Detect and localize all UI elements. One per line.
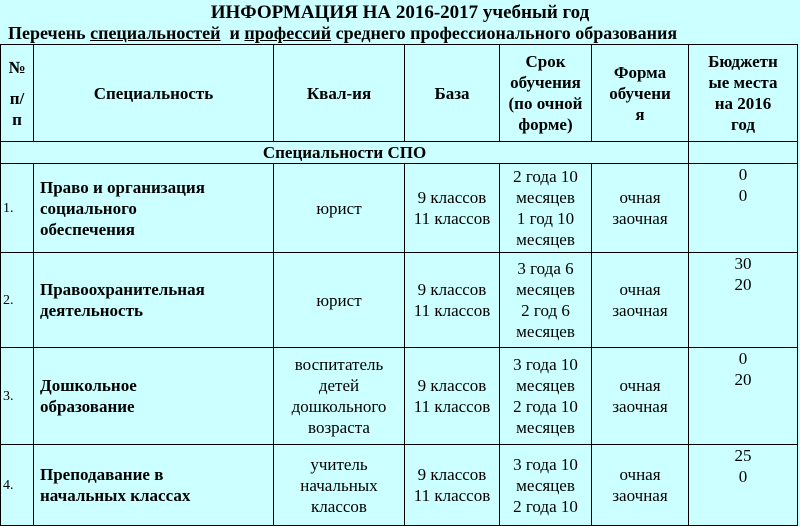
specialties-table (0, 44, 798, 526)
cell-line: 20 (734, 370, 752, 389)
row-budget (689, 164, 798, 253)
cell-line: 0 (738, 186, 748, 205)
section-row (1, 142, 798, 164)
row-budget (689, 253, 798, 348)
cell-line: 9 классов (417, 376, 487, 395)
cell-line: 11 классов (413, 397, 491, 416)
row-specialty (34, 348, 274, 445)
header-budget (689, 45, 798, 142)
header-num-line: п/ (9, 88, 25, 108)
cell-line: очная (619, 465, 661, 484)
cell-line: социального (40, 198, 137, 218)
row-num: 4. (1, 445, 34, 526)
cell-line: 9 классов (417, 188, 487, 207)
cell-line: Преподавание в (40, 465, 164, 484)
subtitle-underlined-professions: профессий (244, 23, 332, 43)
cell-line: месяцев (516, 230, 575, 249)
row-qualification (274, 253, 405, 348)
subtitle-underlined-specialties: специальностей (90, 23, 221, 43)
cell-line: заочная (612, 301, 668, 320)
cell-line: Дошкольное (40, 376, 137, 395)
subtitle-text-2: и (220, 23, 245, 43)
cell-line: дошкольного (291, 397, 387, 416)
subtitle-text-3: среднего профессионального образования (331, 23, 678, 43)
row-base (405, 445, 500, 526)
cell-line: заочная (612, 209, 668, 228)
table-row (1, 445, 798, 526)
row-budget (689, 348, 798, 445)
header-form-line: обучени (609, 83, 671, 103)
page-subtitle (8, 22, 800, 44)
cell-line: 9 классов (417, 280, 487, 299)
header-qualification: Квал-ия (274, 45, 405, 142)
row-specialty (34, 164, 274, 253)
cell-line: 2 года 10 (513, 496, 578, 516)
row-specialty (34, 445, 274, 526)
cell-line: месяцев (516, 188, 575, 207)
row-form (592, 253, 689, 348)
row-term (500, 164, 592, 253)
cell-line: 3 года 6 (517, 259, 574, 278)
cell-line: 0 (738, 467, 748, 486)
header-specialty: Специальность (34, 45, 274, 142)
row-num: 1. (1, 164, 34, 253)
header-num-line: п (12, 109, 22, 129)
cell-line: месяцев (516, 322, 575, 341)
section-title: Специальности СПО (1, 142, 689, 164)
cell-line: 2 года 10 (513, 167, 578, 186)
row-num: 2. (1, 253, 34, 348)
cell-line: 30 (734, 254, 752, 273)
row-form (592, 164, 689, 253)
cell-line: месяцев (516, 475, 575, 495)
header-term-line: Срок (525, 52, 566, 71)
cell-line: заочная (612, 486, 668, 505)
header-base: База (405, 45, 500, 142)
header-term-line: (по очной (508, 94, 583, 113)
cell-line: 3 года 10 (513, 454, 578, 474)
row-term (500, 253, 592, 348)
row-base (405, 253, 500, 348)
cell-line: месяцев (516, 418, 575, 437)
cell-line: детей (318, 376, 360, 395)
cell-line: 11 классов (413, 486, 491, 505)
cell-line: очная (619, 188, 661, 207)
cell-line: заочная (612, 397, 668, 416)
header-form-line: Форма (613, 62, 667, 82)
header-budget-line: год (731, 115, 755, 134)
table-row (1, 348, 798, 445)
row-term (500, 445, 592, 526)
cell-line: месяцев (516, 280, 575, 299)
table-header-row (1, 45, 798, 142)
row-qualification (274, 348, 405, 445)
header-budget-line: на 2016 (714, 94, 772, 113)
header-budget-line: ые места (708, 73, 778, 92)
cell-line: 20 (734, 275, 752, 294)
row-form (592, 445, 689, 526)
subtitle-text-1: Перечень (8, 23, 91, 43)
page-title: ИНФОРМАЦИЯ НА 2016-2017 учебный год (210, 2, 590, 23)
cell-line: 11 классов (413, 301, 491, 320)
row-num: 3. (1, 348, 34, 445)
cell-line: 3 года 10 (513, 355, 578, 374)
header-budget-line: Бюджетн (708, 52, 778, 71)
row-specialty (34, 253, 274, 348)
cell-line: юрист (316, 290, 362, 310)
row-qualification (274, 445, 405, 526)
cell-line: месяцев (516, 376, 575, 395)
cell-line: 2 год 6 (521, 301, 570, 320)
cell-line: 2 года 10 (513, 397, 578, 416)
cell-line: 0 (738, 165, 748, 184)
table-row (1, 164, 798, 253)
cell-line: 0 (738, 349, 748, 368)
cell-line: возраста (308, 418, 370, 437)
cell-line: начальных классах (40, 486, 191, 505)
row-base (405, 348, 500, 445)
cell-line: 1 год 10 (516, 209, 575, 228)
row-budget (689, 445, 798, 526)
cell-line: 25 (734, 446, 752, 465)
cell-line: начальных (300, 475, 378, 495)
cell-line: учитель (310, 454, 368, 474)
header-num-line: № (8, 57, 26, 77)
cell-line: очная (619, 280, 661, 299)
cell-line: Правоохранительная (40, 280, 205, 299)
header-num (1, 45, 34, 142)
header-term-line: форме) (518, 115, 573, 134)
cell-line: Право и организация (40, 177, 205, 197)
cell-line: обеспечения (40, 219, 135, 239)
section-empty-cell (689, 142, 798, 164)
header-term-line: обучения (510, 73, 581, 92)
header-form (592, 45, 689, 142)
cell-line: классов (311, 496, 367, 516)
cell-line: очная (619, 376, 661, 395)
row-form (592, 348, 689, 445)
cell-line: 9 классов (417, 465, 487, 484)
header-form-line: я (635, 104, 645, 124)
header-term (500, 45, 592, 142)
cell-line: воспитатель (294, 355, 384, 374)
cell-line: образование (40, 397, 135, 416)
cell-line: юрист (316, 198, 362, 218)
table-row (1, 253, 798, 348)
row-qualification (274, 164, 405, 253)
row-base (405, 164, 500, 253)
cell-line: деятельность (40, 301, 143, 320)
cell-line: 11 классов (413, 209, 491, 228)
row-term (500, 348, 592, 445)
